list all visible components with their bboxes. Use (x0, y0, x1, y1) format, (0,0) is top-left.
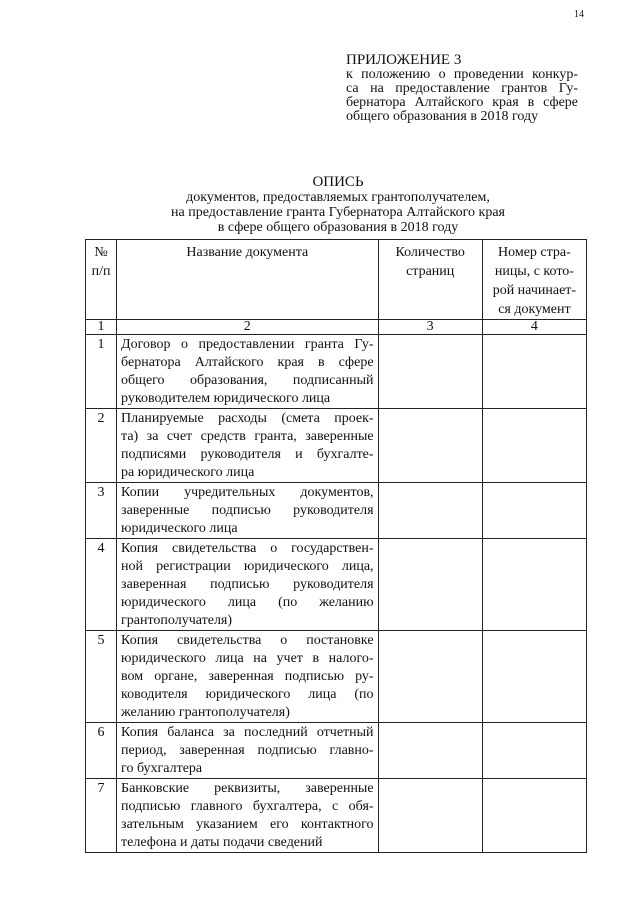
header-number-line: № (94, 245, 108, 260)
inventory-header (90, 174, 586, 235)
document-name-line: руководителем юридического лица (121, 391, 331, 406)
table-row (86, 483, 587, 539)
document-name (117, 409, 379, 483)
document-name (117, 723, 379, 779)
appendix-block (346, 52, 578, 124)
header-start-line: рой начинает- (492, 283, 577, 298)
document-name-line: вом органе, заверенная подписью ру- (121, 669, 374, 684)
document-name-line: Копия свидетельства о постановке (121, 633, 374, 648)
row-number: 5 (86, 631, 117, 723)
document-name-line: телефона и даты подачи сведений (121, 835, 323, 850)
start-page-cell (482, 723, 586, 779)
document-name (117, 335, 379, 409)
document-name (117, 539, 379, 631)
document-name-line: зательным указанием его контактного (121, 817, 374, 832)
document-name (117, 631, 379, 723)
appendix-line: бернатора Алтайского края в сфере (346, 95, 578, 110)
pages-count-cell (378, 631, 482, 723)
column-index: 2 (117, 320, 379, 335)
appendix-line: общего образования в 2018 году (346, 109, 539, 124)
start-page-cell (482, 779, 586, 853)
column-index: 1 (86, 320, 117, 335)
table-row (86, 779, 587, 853)
row-number: 2 (86, 409, 117, 483)
table-row (86, 409, 587, 483)
header-number-line: п/п (91, 264, 111, 279)
document-name (117, 483, 379, 539)
header-pages-line: Количество (395, 245, 465, 260)
document-name-line: Копии учредительных документов, (121, 485, 374, 500)
document-name-line: Договор о предоставлении гранта Гу- (121, 337, 374, 352)
column-index: 3 (378, 320, 482, 335)
document-name-line: та) за счет средств гранта, заверенные (121, 429, 374, 444)
start-page-cell (482, 631, 586, 723)
pages-count-cell (378, 409, 482, 483)
row-number: 4 (86, 539, 117, 631)
pages-count-cell (378, 723, 482, 779)
inventory-subtitle-line: на предоставление гранта Губернатора Алтайского края (171, 205, 505, 220)
row-number: 3 (86, 483, 117, 539)
document-name-line: юридического лица (по желанию (121, 595, 374, 610)
start-page-cell (482, 409, 586, 483)
header-pages-line: страниц (406, 264, 455, 279)
page-number: 14 (574, 9, 584, 20)
header-start-line: ся документ (498, 302, 571, 317)
header-name-line: Название документа (186, 245, 309, 260)
pages-count-cell (378, 779, 482, 853)
document-name-line: бернатора Алтайского края в сфере (121, 355, 374, 370)
pages-count-cell (378, 335, 482, 409)
document-name-line: юридического лица (121, 521, 238, 536)
appendix-title: ПРИЛОЖЕНИЕ 3 (346, 52, 462, 68)
header-start-line: ницы, с кото- (494, 264, 574, 279)
inventory-subtitle-line: документов, предоставляемых грантополучателем, (186, 190, 490, 205)
row-number: 1 (86, 335, 117, 409)
document-name-line: Копия баланса за последний отчетный (121, 725, 374, 740)
document-name-line: заверенные подписью руководителя (121, 503, 374, 518)
inventory-subtitle-line: в сфере общего образования в 2018 году (217, 220, 459, 235)
header-number (86, 240, 117, 320)
document-name-line: общего образования, подписанный (121, 373, 374, 388)
document-name-line: желанию грантополучателя) (121, 705, 290, 720)
documents-table (85, 239, 587, 853)
table-row (86, 631, 587, 723)
row-number: 7 (86, 779, 117, 853)
document-name-line: подписью главного бухгалтера, с обя- (121, 799, 374, 814)
pages-count-cell (378, 539, 482, 631)
document-name-line: заверенная подписью руководителя (121, 577, 374, 592)
document-name-line: период, заверенная подписью главно- (121, 743, 374, 758)
document-name-line: ра юридического лица (121, 465, 255, 480)
start-page-cell (482, 539, 586, 631)
appendix-line: к положению о проведении конкур- (346, 67, 578, 82)
header-pages (378, 240, 482, 320)
document-name-line: ной регистрации юридического лица, (121, 559, 374, 574)
start-page-cell (482, 335, 586, 409)
document-name (117, 779, 379, 853)
header-start-line: Номер стра- (497, 245, 571, 260)
table-row (86, 335, 587, 409)
inventory-title: ОПИСЬ (312, 174, 364, 190)
table-row (86, 723, 587, 779)
document-name-line: Планируемые расходы (смета проек- (121, 411, 374, 426)
table-header-row (86, 240, 587, 320)
document-name-line: Банковские реквизиты, заверенные (121, 781, 374, 796)
table-row (86, 539, 587, 631)
header-start-page (482, 240, 586, 320)
column-index: 4 (482, 320, 586, 335)
column-index-row (86, 320, 587, 335)
pages-count-cell (378, 483, 482, 539)
document-name-line: го бухгалтера (121, 761, 203, 776)
row-number: 6 (86, 723, 117, 779)
appendix-line: са на предоставление грантов Гу- (346, 81, 578, 96)
start-page-cell (482, 483, 586, 539)
header-name (117, 240, 379, 320)
document-name-line: ководителя юридического лица (по (121, 687, 374, 702)
document-name-line: грантополучателя) (121, 613, 233, 628)
document-name-line: подписями руководителя и бухгалте- (121, 447, 374, 462)
document-name-line: юридического лица на учет в налого- (121, 651, 374, 666)
document-name-line: Копия свидетельства о государствен- (121, 541, 374, 556)
